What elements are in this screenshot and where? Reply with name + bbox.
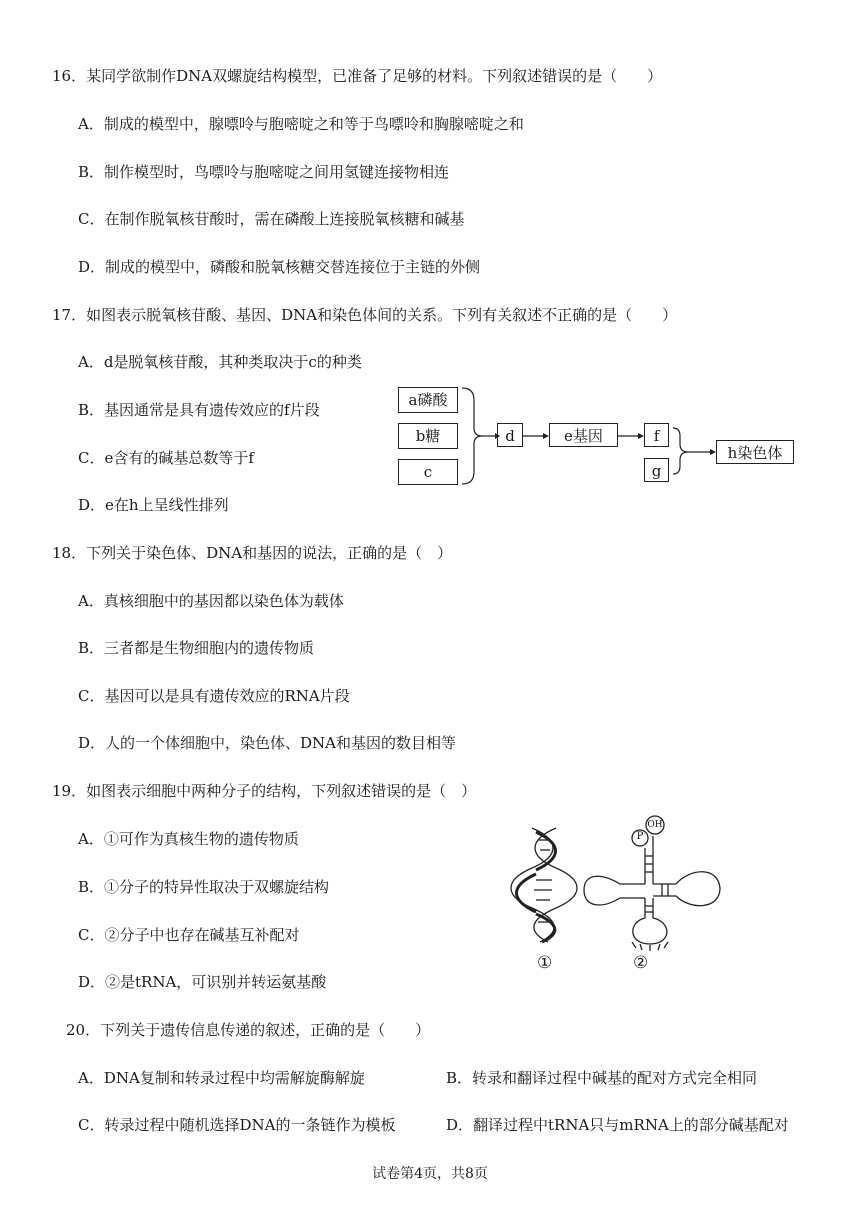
phosphate-p-label: P xyxy=(636,831,644,842)
box-g: g xyxy=(644,458,669,482)
q17-option-d: D．e在h上呈线性排列 xyxy=(78,496,229,514)
q19-option-a: A．①可作为真核生物的遗传物质 xyxy=(78,830,299,848)
box-f: f xyxy=(644,423,669,447)
q20-option-a: A．DNA复制和转录过程中均需解旋酶解旋 xyxy=(78,1069,365,1087)
q18-option-b: B．三者都是生物细胞内的遗传物质 xyxy=(78,639,315,657)
box-c: c xyxy=(398,459,458,485)
figure-label-one: ① xyxy=(537,953,553,973)
q20-option-c: C．转录过程中随机选择DNA的一条链作为模板 xyxy=(78,1116,396,1134)
box-b-sugar: b糖 xyxy=(398,423,458,449)
q17-option-a: A．d是脱氧核苷酸，其种类取决于c的种类 xyxy=(78,353,362,371)
q17-option-b: B．基因通常是具有遗传效应的f片段 xyxy=(78,401,320,419)
q19-stem: 19．如图表示细胞中两种分子的结构，下列叙述错误的是（ ） xyxy=(52,782,477,800)
q20-option-d: D．翻译过程中tRNA只与mRNA上的部分碱基配对 xyxy=(446,1116,789,1134)
q17-option-c: C．e含有的碱基总数等于f xyxy=(78,449,254,467)
q16-option-b: B．制作模型时，鸟嘌呤与胞嘧啶之间用氢键连接物相连 xyxy=(78,163,450,181)
q17-stem: 17．如图表示脱氧核苷酸、基因、DNA和染色体间的关系。下列有关叙述不正确的是（ ） xyxy=(52,306,678,324)
q20-stem: 20．下列关于遗传信息传递的叙述，正确的是（ ） xyxy=(66,1021,431,1039)
page-footer: 试卷第4页，共8页 xyxy=(372,1166,488,1182)
box-h-chromosome: h染色体 xyxy=(716,440,794,464)
q18-option-a: A．真核细胞中的基因都以染色体为载体 xyxy=(78,592,344,610)
q16-option-d: D．制成的模型中，磷酸和脱氧核糖交替连接位于主链的外侧 xyxy=(78,258,481,276)
q19-option-c: C．②分子中也存在碱基互补配对 xyxy=(78,926,300,944)
q16-option-a: A．制成的模型中，腺嘌呤与胞嘧啶之和等于鸟嘌呤和胸腺嘧啶之和 xyxy=(78,115,524,133)
figure-label-two: ② xyxy=(633,953,649,973)
q16-stem: 16．某同学欲制作DNA双螺旋结构模型，已准备了足够的材料。下列叙述错误的是（ ） xyxy=(52,67,663,85)
hydroxyl-oh-label: OH xyxy=(647,820,663,830)
q18-option-c: C．基因可以是具有遗传效应的RNA片段 xyxy=(78,687,350,705)
q18-stem: 18．下列关于染色体、DNA和基因的说法，正确的是（ ） xyxy=(52,544,453,562)
q19-option-d: D．②是tRNA，可识别并转运氨基酸 xyxy=(78,973,327,991)
q18-option-d: D．人的一个体细胞中，染色体、DNA和基因的数目相等 xyxy=(78,734,457,752)
box-e-gene: e基因 xyxy=(549,423,618,447)
q16-option-c: C．在制作脱氧核苷酸时，需在磷酸上连接脱氧核糖和碱基 xyxy=(78,210,465,228)
box-a-phosphate: a磷酸 xyxy=(398,387,458,413)
q19-option-b: B．①分子的特异性取决于双螺旋结构 xyxy=(78,878,330,896)
trna-cloverleaf-image xyxy=(584,816,720,951)
dna-double-helix-image xyxy=(511,828,577,942)
box-d: d xyxy=(497,423,523,447)
q20-option-b: B．转录和翻译过程中碱基的配对方式完全相同 xyxy=(446,1069,758,1087)
